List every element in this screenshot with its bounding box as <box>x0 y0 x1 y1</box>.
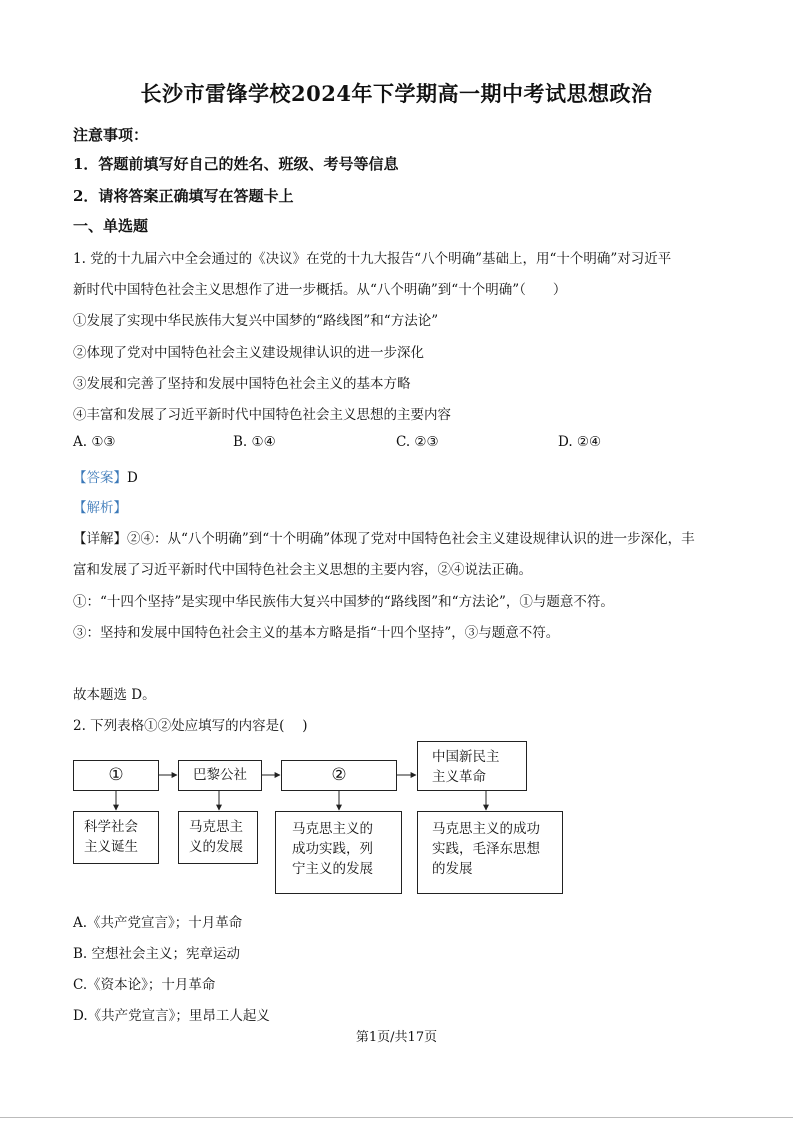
q2-stem: 2. 下列表格①②处应填写的内容是( ) <box>73 718 308 734</box>
diagram-box-marxism-development: 马克思主义的发展 <box>178 811 258 864</box>
detail-tag: 【详解】 <box>73 531 127 547</box>
q1-option-c: C. ②③ <box>396 434 439 450</box>
q1-statement-3: ③发展和完善了坚持和发展中国特色社会主义的基本方略 <box>73 376 411 392</box>
diagram-box-paris-commune: 巴黎公社 <box>178 760 262 791</box>
q1-conclusion: 故本题选 D。 <box>73 687 156 703</box>
exam-title: 长沙市雷锋学校2024年下学期高一期中考试思想政治 <box>140 81 653 106</box>
diagram-box-scientific-socialism: 科学社会主义诞生 <box>73 811 159 864</box>
answer-value: D <box>127 470 138 486</box>
q2-option-c: C.《资本论》；十月革命 <box>73 977 216 993</box>
notice-heading: 注意事项： <box>73 126 149 144</box>
notice-item-2: 2．请将答案正确填写在答题卡上 <box>73 187 294 205</box>
detail-text-1: ②④：从“八个明确”到“十个明确”体现了党对中国特色社会主义建设规律认识的进一步深化，丰 <box>127 531 695 547</box>
q1-stem-line2: 新时代中国特色社会主义思想作了进一步概括。从“八个明确”到“十个明确”（ ） <box>73 282 567 298</box>
q1-detail-line4: ③：坚持和发展中国特色社会主义的基本方略是指“十四个坚持”，③与题意不符。 <box>73 625 560 641</box>
q1-detail-line3: ①：“十四个坚持”是实现中华民族伟大复兴中国梦的“路线图”和“方法论”，①与题意不符。 <box>73 594 614 610</box>
page-footer: 第1页/共17页 <box>355 1030 438 1045</box>
q1-statement-4: ④丰富和发展了习近平新时代中国特色社会主义思想的主要内容 <box>73 407 451 423</box>
q2-option-a: A.《共产党宣言》；十月革命 <box>73 915 243 931</box>
diagram-box-2: ② <box>281 760 397 791</box>
bottom-divider <box>0 1117 793 1118</box>
q1-option-b: B. ①④ <box>233 434 276 450</box>
q2-option-d: D.《共产党宣言》；里昂工人起义 <box>73 1008 270 1024</box>
q1-statement-1: ①发展了实现中华民族伟大复兴中国梦的“路线图”和“方法论” <box>73 313 439 329</box>
diagram-box-leninism: 马克思主义的成功实践，列宁主义的发展 <box>275 811 402 894</box>
q1-option-d: D. ②④ <box>558 434 602 450</box>
diagram-box-new-democratic-revolution: 中国新民主主义革命 <box>417 741 527 791</box>
q1-statement-2: ②体现了党对中国特色社会主义建设规律认识的进一步深化 <box>73 345 424 361</box>
notice-item-1: 1．答题前填写好自己的姓名、班级、考号等信息 <box>73 155 399 173</box>
q1-stem-line1: 1. 党的十九届六中全会通过的《决议》在党的十九大报告“八个明确”基础上，用“十个明确”对习近平 <box>73 251 672 267</box>
q1-detail-line2: 富和发展了习近平新时代中国特色社会主义思想的主要内容，②④说法正确。 <box>73 562 532 578</box>
answer-tag: 【答案】 <box>73 470 127 486</box>
q2-option-b: B. 空想社会主义；宪章运动 <box>73 946 241 962</box>
diagram-box-mao-thought: 马克思主义的成功实践，毛泽东思想的发展 <box>417 811 563 894</box>
section-heading: 一、单选题 <box>73 217 149 235</box>
q1-option-a: A. ①③ <box>73 434 116 450</box>
diagram-box-1: ① <box>73 760 159 791</box>
analysis-tag: 【解析】 <box>73 500 127 516</box>
